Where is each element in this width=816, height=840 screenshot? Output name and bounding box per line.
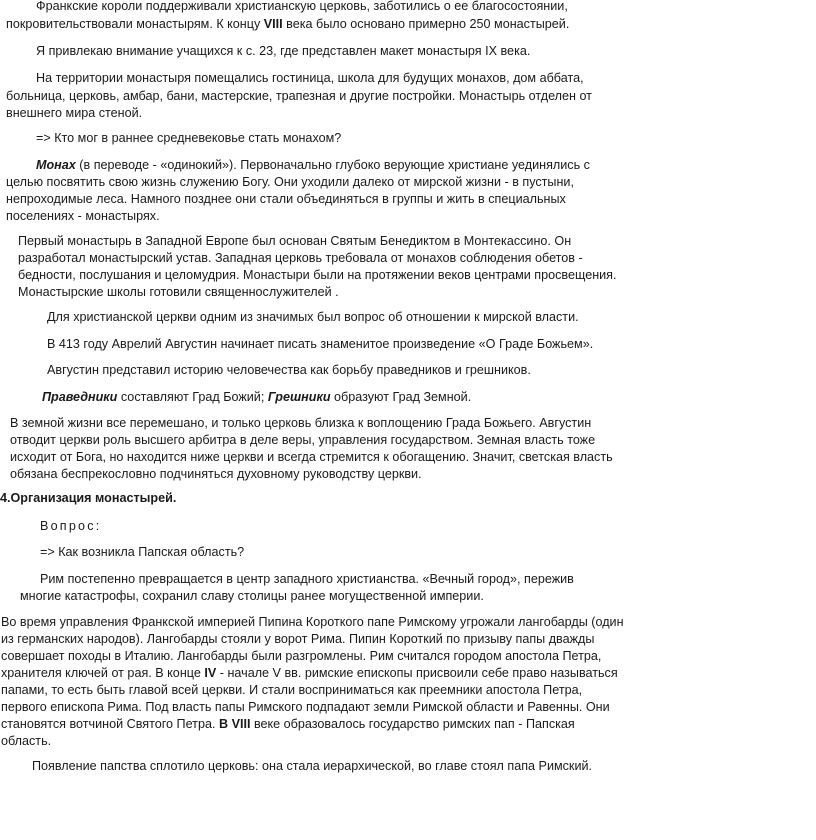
text: отводит церкви роль высшего арбитра в деле веры, управления государством. Земная власть тоже: [10, 433, 596, 447]
paragraph-monk-line1: [36, 157, 590, 175]
paragraph-pepin-line6: [1, 699, 610, 717]
paragraph-frankish-kings-line1: [36, 0, 568, 16]
text: становятся вотчиной Святого Петра.: [1, 717, 219, 731]
text: из германских народов). Лангобарды стояли у ворот Рима. Пипин Короткий по призыву папы дважды: [1, 632, 595, 646]
text: Во время управления Франкской империей Пипина Короткого папе Римскому угрожали лангобарды (один: [1, 615, 624, 629]
text: поселениях - монастырях.: [6, 209, 160, 223]
paragraph-pepin-line4: [1, 665, 618, 683]
text: Монастырские школы готовили священнослужителей .: [18, 285, 339, 299]
paragraph-first-monastery-line1: [18, 233, 571, 251]
text: многие катастрофы, сохранил славу столицы ранее могущественной империи.: [20, 589, 484, 603]
term-monk: Монах: [36, 158, 76, 172]
paragraph-first-monastery-line3: [18, 267, 617, 285]
paragraph-monastery-territory-line2: [6, 88, 592, 106]
text: - начале V вв. римские епископы присвоили себе право называться: [216, 666, 618, 680]
text: внешнего мира стеной.: [6, 106, 143, 120]
text: 4.Организация монастырей.: [0, 491, 177, 505]
text: Первый монастырь в Западной Европе был основан Святым Бенедиктом в Монтекассино. Он: [18, 234, 572, 248]
text: больница, церковь, амбар, бани, мастерские, трапезная и другие постройки. Монастырь отделен от: [6, 89, 592, 103]
paragraph-monastery-territory-line1: [36, 70, 584, 88]
paragraph-pepin-line7: [1, 716, 575, 734]
paragraph-pepin-line3: [1, 648, 601, 666]
text: непроходимые леса. Намного позднее они стали объединяться в группы и жить в специальных: [6, 192, 566, 206]
paragraph-first-monastery-line2: [18, 250, 583, 268]
paragraph-first-monastery-line4: [18, 284, 339, 302]
text: разработал монастырский устав. Западная церковь требовала от монахов соблюдения обетов -: [18, 251, 583, 265]
paragraph-monk-line2: [6, 174, 574, 192]
paragraph-rome-line1: [40, 571, 574, 589]
term-sinners: Грешники: [267, 390, 331, 404]
paragraph-papacy: [32, 758, 592, 776]
text: Рим постепенно превращается в центр западного христианства. «Вечный город», пережив: [40, 572, 574, 586]
century-bold: В VIII: [218, 717, 251, 731]
paragraph-augustine-history: [47, 362, 531, 380]
paragraph-pepin-line5: [1, 682, 582, 700]
text: папами, то есть быть главой всей церкви. И стали восприниматься как преемники апостола Петра,: [1, 683, 583, 697]
text: => Как возникла Папская область?: [40, 545, 245, 559]
text: Франкские короли поддерживали христианскую церковь, заботились о ее благосостоянии,: [36, 0, 568, 13]
text: целью посвятить свою жизнь служению Богу. Они уходили далеко от мирской жизни - в пустыни,: [6, 175, 574, 189]
text: Для христианской церкви одним из значимых был вопрос об отношении к мирской власти.: [47, 310, 579, 324]
text: Появление папства сплотило церковь: она стала иерархической, во главе стоял папа Римский.: [32, 759, 593, 773]
text: века было основано примерно 250 монастырей.: [282, 17, 570, 31]
text: Августин представил историю человечества как борьбу праведников и грешников.: [47, 363, 531, 377]
paragraph-secular-power: [47, 309, 579, 327]
text: составляют Град Божий;: [117, 390, 268, 404]
text: образуют Град Земной.: [330, 390, 472, 404]
question-label: [40, 518, 101, 536]
term-righteous: Праведники: [42, 390, 118, 404]
text: веке образовалось государство римских пап - Папская: [250, 717, 575, 731]
text: На территории монастыря помещались гостиница, школа для будущих монахов, дом аббата,: [36, 71, 584, 85]
paragraph-frankish-kings-line2: [6, 16, 569, 34]
text: Вопрос:: [40, 519, 102, 533]
paragraph-earthly-life-line4: [10, 466, 422, 484]
text: В 413 году Аврелий Августин начинает писать знаменитое произведение «О Граде Божьем».: [47, 337, 594, 351]
text: (в переводе - «одинокий»). Первоначально глубоко верующие христиане уединялись с: [75, 158, 590, 172]
text: Я привлекаю внимание учащихся к с. 23, где представлен макет монастыря IX века.: [36, 44, 531, 58]
text: хранителя ключей от рая. В конце: [1, 666, 205, 680]
century-bold: IV: [204, 666, 217, 680]
text: обязана беспрекословно подчиняться духовному руководству церкви.: [10, 467, 422, 481]
paragraph-earthly-life-line2: [10, 432, 595, 450]
paragraph-pepin-line2: [1, 631, 594, 649]
text: В земной жизни все перемешано, и только церковь близка к воплощению Града Божьего. Августин: [10, 416, 592, 430]
paragraph-monk-line4: [6, 208, 160, 226]
question-who-monk: [36, 130, 341, 148]
century-bold: VIII: [263, 17, 283, 31]
paragraph-monastery-territory-line3: [6, 105, 142, 123]
paragraph-righteous-sinners: [42, 389, 471, 407]
paragraph-pepin-line8: [1, 733, 51, 751]
paragraph-rome-line2: [20, 588, 484, 606]
section-heading: [0, 490, 176, 508]
paragraph-monastery-layout: [36, 43, 530, 61]
paragraph-earthly-life-line1: [10, 415, 591, 433]
text: первого епископа Рима. Под власть папы Римского подпадают земли Римской области и Равенны. Они: [1, 700, 610, 714]
paragraph-pepin-line1: [1, 614, 624, 632]
paragraph-earthly-life-line3: [10, 449, 613, 467]
text: покровительствовали монастырям. К концу: [6, 17, 264, 31]
text: область.: [1, 734, 52, 748]
question-papal-state: [40, 544, 244, 562]
paragraph-monk-line3: [6, 191, 566, 209]
paragraph-augustine-413: [47, 336, 593, 354]
text: совершает походы в Италию. Лангобарды были разгромлены. Рим считался городом апостола Петра,: [1, 649, 602, 663]
text: => Кто мог в раннее средневековье стать монахом?: [36, 131, 342, 145]
text: бедности, послушания и целомудрия. Монастыри были на протяжении веков центрами просвещения.: [18, 268, 617, 282]
text: исходит от Бога, но находится ниже церкви и всегда стремится к обогащению. Значит, светская власть: [10, 450, 613, 464]
